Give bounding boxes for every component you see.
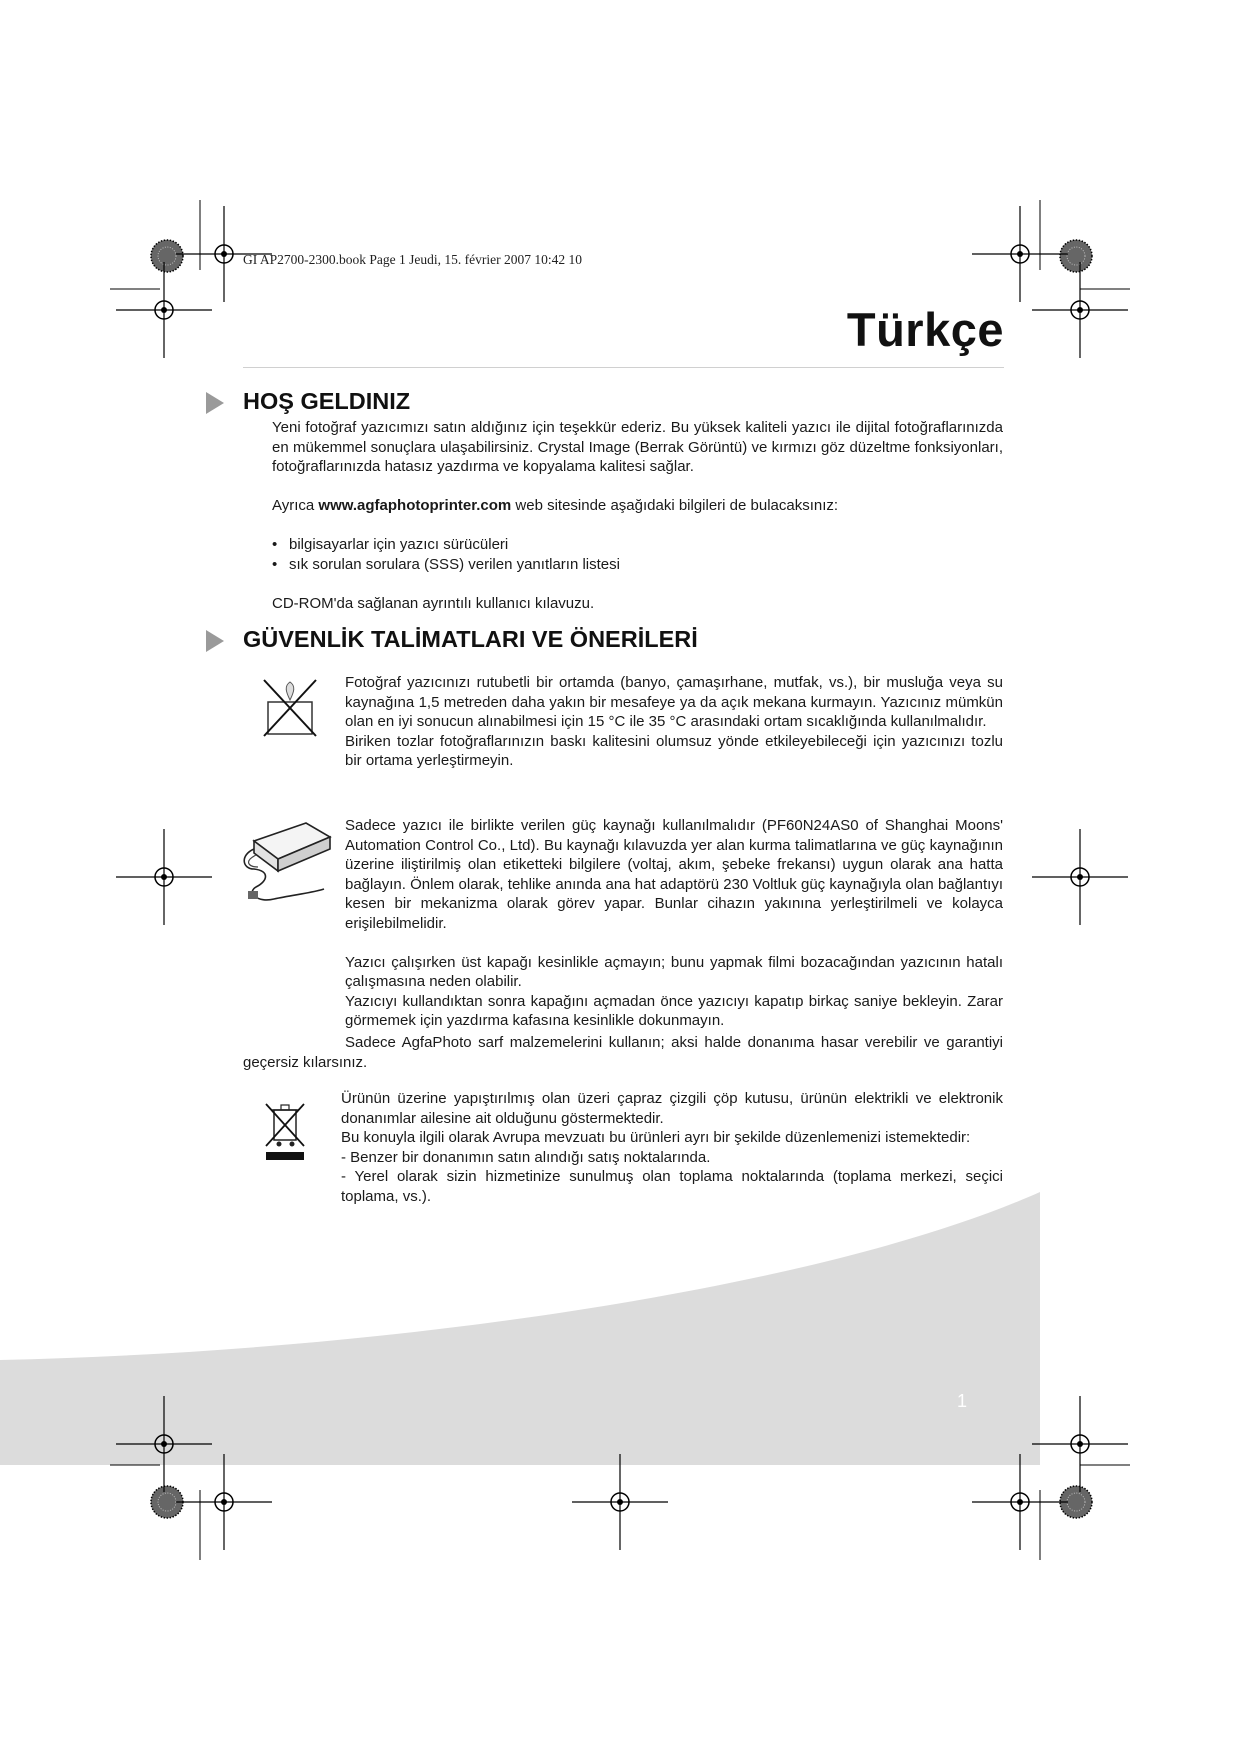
- list-item: • sık sorulan sorulara (SSS) verilen yanıtların listesi: [272, 555, 1003, 575]
- safety-heading: GÜVENLİK TALİMATLARI VE ÖNERİLERİ: [243, 626, 698, 652]
- welcome-heading: HOŞ GELDINIZ: [243, 388, 411, 414]
- no-water-icon: [262, 678, 318, 738]
- website-line: Ayrıca www.agfaphotoprinter.com web sitesinde aşağıdaki bilgileri de bulacaksınız:: [272, 497, 839, 514]
- list-item: • bilgisayarlar için yazıcı sürücüleri: [272, 535, 1003, 555]
- weee-text: Ürünün üzerine yapıştırılmış olan üzeri çapraz çizgili çöp kutusu, ürünün elektrikli ve elektronik donanımlar ailesine ait olduğunu göstermektedir. Bu konuyla ilgili olarak Avrupa mevzuatı bu ürünleri ayrı bir şekilde düzenlemenizi istemektedir: - Benzer bir donanımın satın alındığı satış noktalarında. - Yerel olarak sizin hizmetinize sunulmuş olan toplama noktalarında (toplama merkezi, seçici toplama, vs.).: [341, 1090, 1003, 1205]
- humidity-text: Fotoğraf yazıcınızı rutubetli bir ortamda (banyo, çamaşırhane, mutfak, vs.), bir musluğa veya su kaynağına 1,5 metreden daha yakın bir mesafeye ya da açık mekana kurmayın. Yazıcınız mümkün olan en iyi sonucun alınabilmesi için 15 °C ile 35 °C arasındaki ortam sıcaklığında kullanılmalıdır. Biriken tozlar fotoğraflarınızın baskı kalitesini olumsuz yönde etkileyebileceği için yazıcınızı tozlu bir ortama yerleştirmeyin.: [345, 674, 1003, 769]
- info-list: [272, 535, 1003, 574]
- welcome-body: [272, 418, 1003, 613]
- supplies-text: Sadece AgfaPhoto sarf malzemelerini kullanın; aksi halde donanıma hasar verebilir ve garantiyi geçersiz kılarsınız.: [243, 1034, 1003, 1071]
- welcome-intro: Yeni fotoğraf yazıcımızı satın aldığınız için teşekkür ederiz. Bu yüksek kaliteli yazıcı ile dijital fotoğraflarınızda en mükemmel sonuçlara ulaşabilirsiniz. Crystal Image (Berrak Görüntü) ve kırmızı göz düzeltme fonksiyonları, fotoğraflarınızda hatasız yazdırma ve kopyalama kalitesi sağlar.: [272, 419, 1003, 475]
- section-arrow-icon: [206, 392, 224, 414]
- title-divider: [243, 367, 1004, 368]
- print-header: GI AP2700-2300.book Page 1 Jeudi, 15. février 2007 10:42 10: [243, 252, 582, 267]
- website-link[interactable]: www.agfaphotoprinter.com: [318, 497, 512, 514]
- cdrom-note: CD-ROM'da sağlanan ayrıntılı kullanıcı kılavuzu.: [272, 594, 595, 612]
- section-arrow-icon: [206, 630, 224, 652]
- page-number: 1: [957, 1391, 968, 1411]
- crossed-bin-icon: [262, 1100, 312, 1168]
- language-title: Türkçe: [846, 303, 1004, 356]
- power-text: Sadece yazıcı ile birlikte verilen güç kaynağı kullanılmalıdır (PF60N24AS0 of Shanghai Moons' Automation Control Co., Ltd). Bu kaynağı kılavuzda yer alan kurma talimatlarına ve güç kaynağının üzerine iliştirilmiş olan etiketteki bilgilere (voltaj, akım, şebeke frekansı) uygun olarak ana hatta bağlayın. Önlem olarak, tehlike anında ana hat adaptörü 230 Voltluk güç kaynağıyla olan bağlantıyı kesen bir mekanizma olarak görev yapar. Bunlar cihazın yakınına yerleştirilmeli ve kolayca erişilebilmelidir. Yazıcı çalışırken üst kapağı kesinlikle açmayın; bunu yapmak filmi bozacağından yazıcının hatalı çalışmasına neden olabilir. Yazıcıyı kullandıktan sonra kapağını açmadan önce yazıcıyı kapatıp birkaç saniye bekleyin. Zarar görmemek için yazdırma kafasına kesinlikle dokunmayın.: [345, 817, 1003, 1029]
- power-adapter-icon: [240, 815, 340, 907]
